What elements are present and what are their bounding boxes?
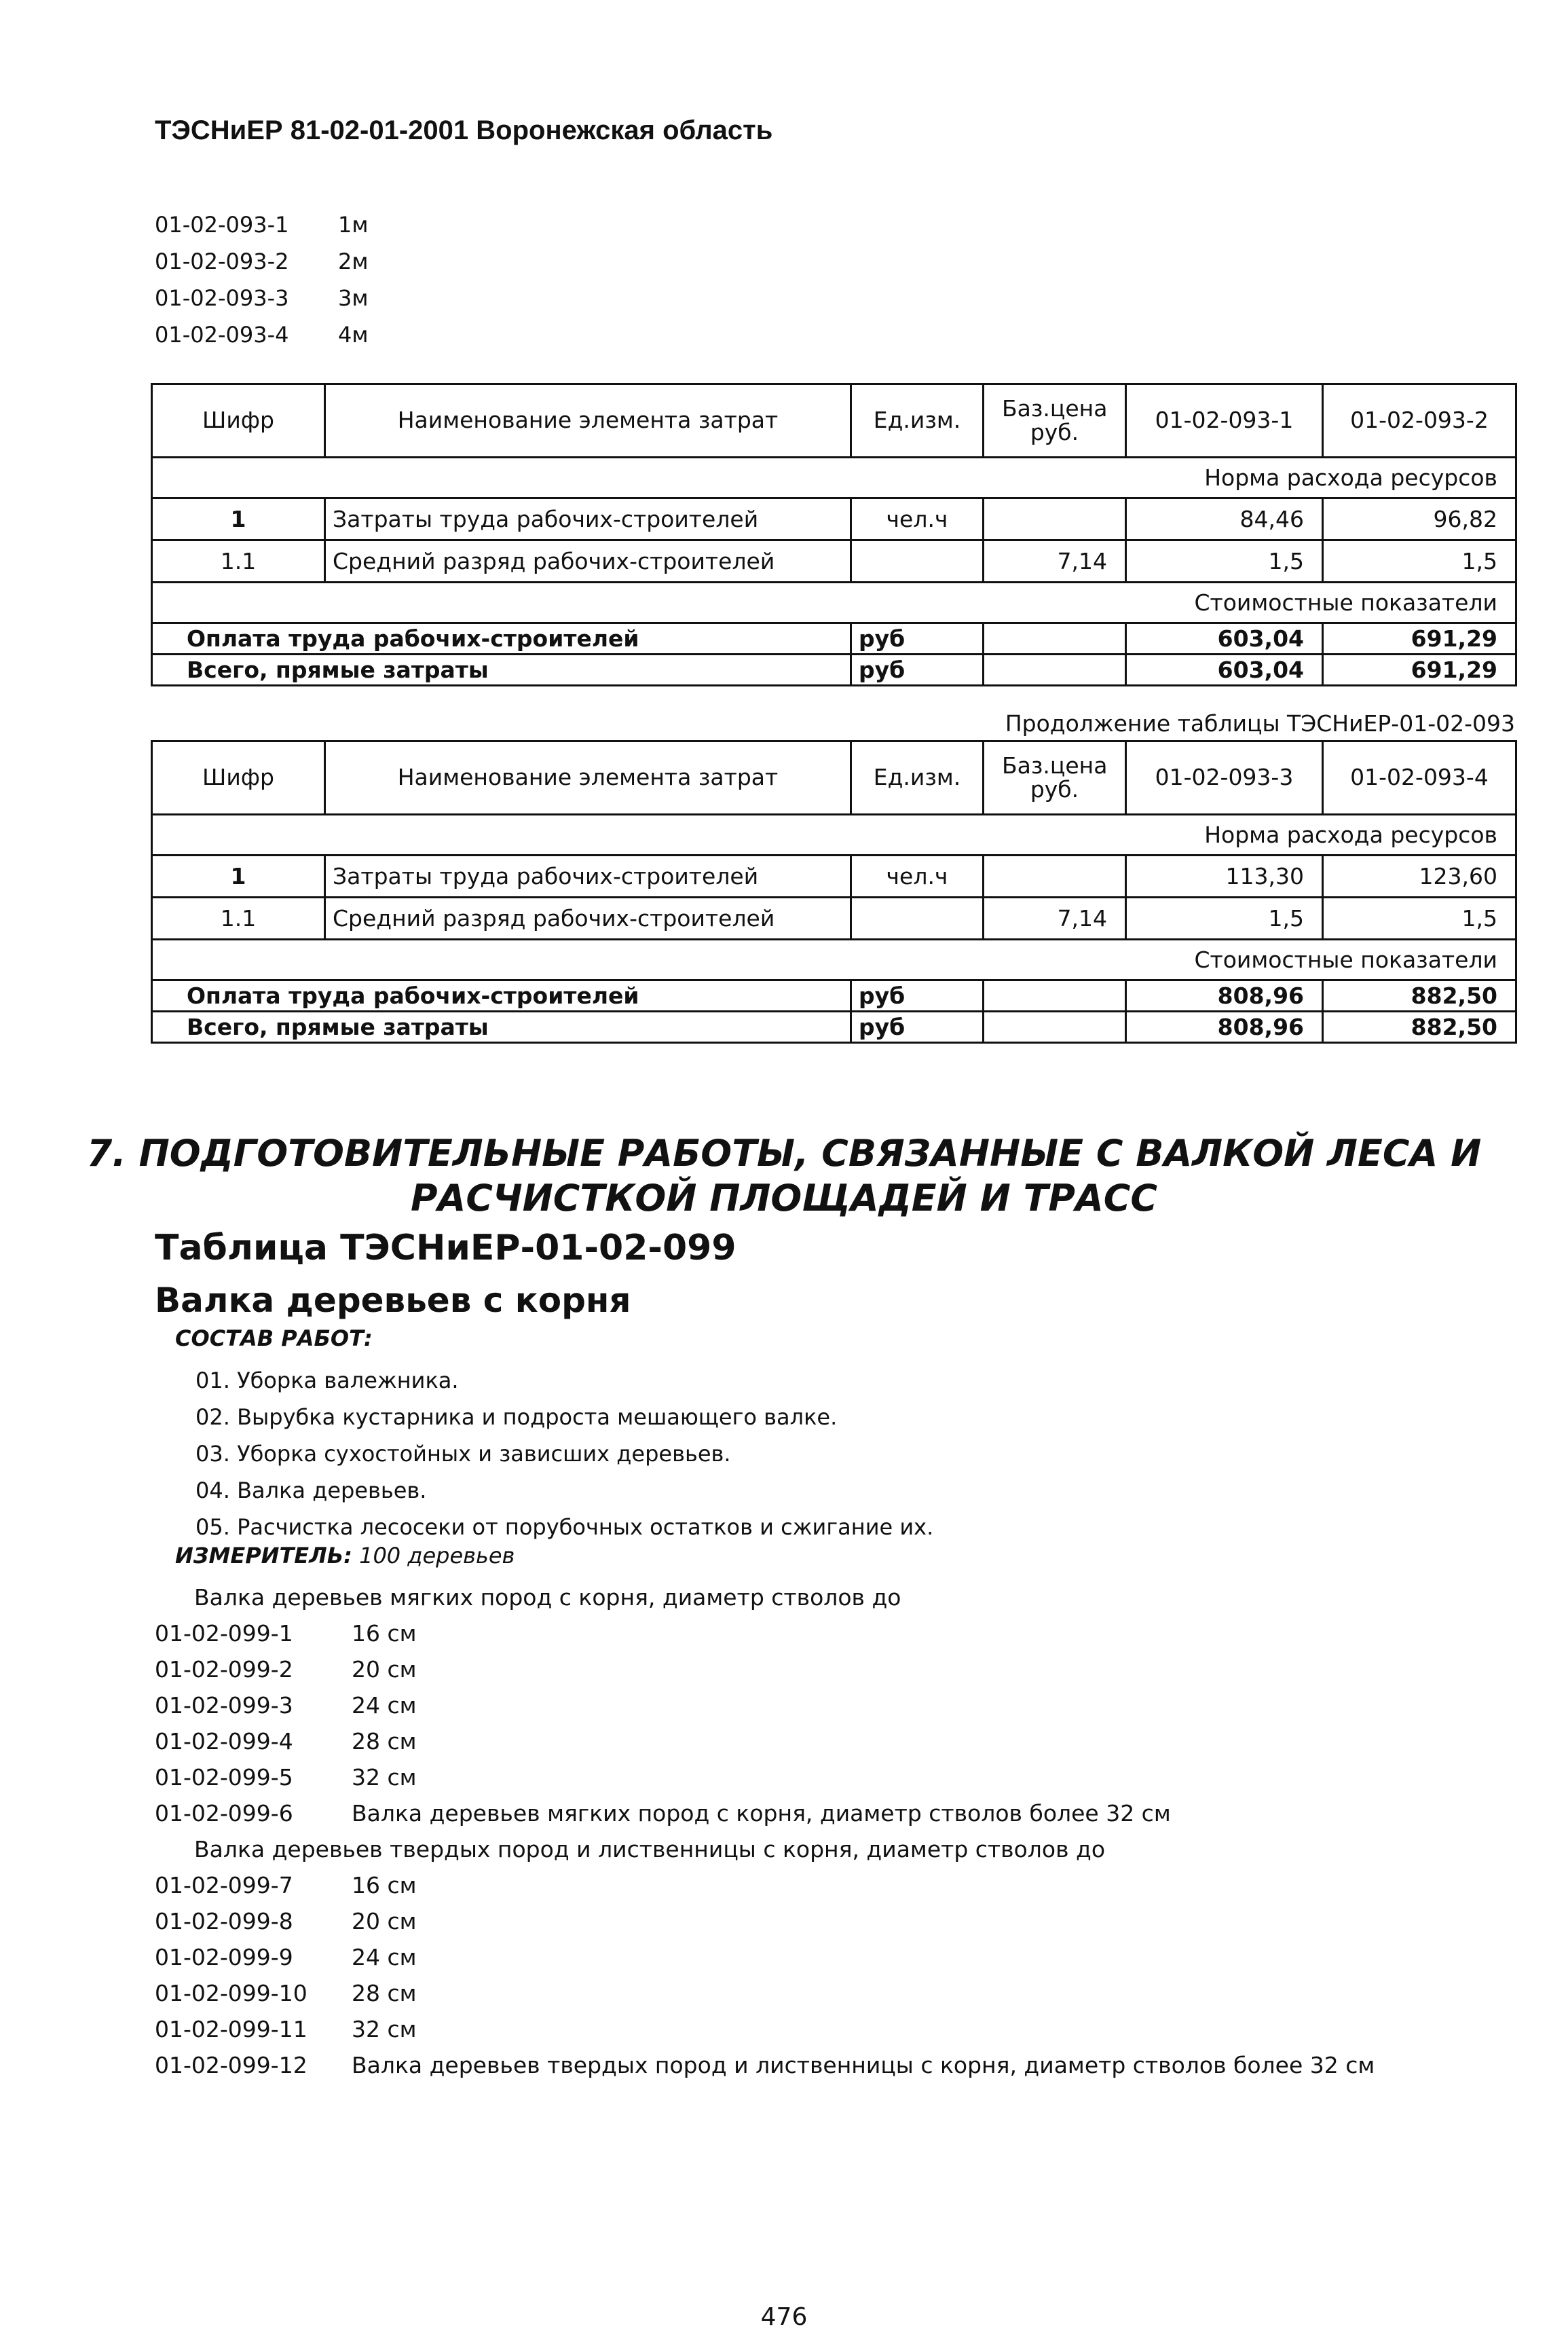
- table-title: Таблица ТЭСНиЕР-01-02-099: [155, 1228, 736, 1268]
- col-header-cipher: Шифр: [152, 384, 325, 458]
- list-item: 01-02-099-12 Валка деревьев твердых пород и лиственницы с корня, диаметр стволов более 32 см: [155, 2052, 1375, 2078]
- list-item: 01. Уборка валежника.: [195, 1368, 459, 1393]
- section-norms-label: Норма расхода ресурсов: [152, 458, 1516, 498]
- list-intro: Валка деревьев твердых пород и лиственницы с корня, диаметр стволов до: [194, 1836, 1106, 1862]
- section-cost-label: Стоимостные показатели: [152, 583, 1516, 623]
- continuation-label: Продолжение таблицы ТЭСНиЕР-01-02-093: [1005, 710, 1515, 737]
- list-item: 04. Валка деревьев.: [195, 1477, 427, 1503]
- running-header: ТЭСНиЕР 81-02-01-2001 Воронежская область: [155, 115, 773, 145]
- total-row: Оплата труда рабочих-строителей руб 808,96 882,50: [152, 980, 1516, 1012]
- col-header-variant-a: 01-02-093-3: [1126, 741, 1323, 815]
- col-header-base-price: Баз.цена руб.: [984, 741, 1126, 815]
- composition-list: [195, 1362, 933, 1545]
- table-row: 1.1 Средний разряд рабочих-строителей 7,14 1,5 1,5: [152, 540, 1516, 583]
- list-item: 01-02-099-5 32 см: [155, 1764, 417, 1791]
- col-header-unit: Ед.изм.: [851, 384, 984, 458]
- list-item: 01-02-099-9 24 см: [155, 1944, 417, 1970]
- table-subtitle: Валка деревьев с корня: [155, 1281, 631, 1320]
- table-header-row: [152, 384, 1516, 458]
- list-item: 01-02-099-2 20 см: [155, 1656, 417, 1683]
- soft-wood-list: [155, 1579, 1375, 2083]
- list-item: 01-02-093-1 1м: [155, 212, 369, 238]
- col-header-variant-b: 01-02-093-2: [1323, 384, 1516, 458]
- list-item: 01-02-093-3 3м: [155, 285, 369, 311]
- list-item: 05. Расчистка лесосеки от порубочных остатков и сжигание их.: [195, 1514, 934, 1540]
- section-row: [152, 458, 1516, 498]
- total-row: Оплата труда рабочих-строителей руб 603,04 691,29: [152, 623, 1516, 655]
- list-item: 01-02-099-3 24 см: [155, 1692, 417, 1719]
- section-row: [152, 583, 1516, 623]
- total-row: Всего, прямые затраты руб 603,04 691,29: [152, 655, 1516, 686]
- list-item: 01-02-099-4 28 см: [155, 1728, 417, 1755]
- section-norms-label: Норма расхода ресурсов: [152, 815, 1516, 856]
- list-item: 01-02-099-7 16 см: [155, 1872, 417, 1898]
- section-row: [152, 940, 1516, 980]
- measure-value: 100 деревьев: [359, 1543, 515, 1568]
- list-item: 02. Вырубка кустарника и подроста мешающего валке.: [195, 1404, 838, 1430]
- col-header-base-price: Баз.цена руб.: [984, 384, 1126, 458]
- variant-list-093: [155, 206, 369, 353]
- list-item: 01-02-099-10 28 см: [155, 1980, 417, 2006]
- measure-line: [175, 1543, 515, 1568]
- page-number: 476: [760, 2303, 808, 2331]
- table-row: 1.1 Средний разряд рабочих-строителей 7,14 1,5 1,5: [152, 898, 1516, 940]
- list-item: 01-02-093-4 4м: [155, 322, 369, 348]
- total-row: Всего, прямые затраты руб 808,96 882,50: [152, 1012, 1516, 1043]
- col-header-name: Наименование элемента затрат: [325, 384, 851, 458]
- list-item: 01-02-093-2 2м: [155, 249, 369, 274]
- section-row: [152, 815, 1516, 856]
- resource-table-2: [151, 740, 1517, 1044]
- list-item: 01-02-099-1 16 см: [155, 1620, 417, 1647]
- col-header-name: Наименование элемента затрат: [325, 741, 851, 815]
- resource-table-1: [151, 383, 1517, 686]
- section-title-line-2: РАСЧИСТКОЙ ПЛОЩАДЕЙ И ТРАСС: [410, 1177, 1158, 1219]
- measure-label: ИЗМЕРИТЕЛЬ:: [175, 1543, 352, 1568]
- table-row: 1 Затраты труда рабочих-строителей чел.ч 113,30 123,60: [152, 856, 1516, 898]
- list-item: 01-02-099-11 32 см: [155, 2016, 417, 2042]
- col-header-cipher: Шифр: [152, 741, 325, 815]
- section-cost-label: Стоимостные показатели: [152, 940, 1516, 980]
- list-item: 01-02-099-6 Валка деревьев мягких пород с корня, диаметр стволов более 32 см: [155, 1800, 1171, 1827]
- col-header-variant-a: 01-02-093-1: [1126, 384, 1323, 458]
- table-header-row: [152, 741, 1516, 815]
- table-row: 1 Затраты труда рабочих-строителей чел.ч 84,46 96,82: [152, 498, 1516, 540]
- section-title-line-1: 7. ПОДГОТОВИТЕЛЬНЫЕ РАБОТЫ, СВЯЗАННЫЕ С ВАЛКОЙ ЛЕСА И: [86, 1132, 1482, 1175]
- list-intro: Валка деревьев мягких пород с корня, диаметр стволов до: [194, 1584, 901, 1611]
- composition-label: СОСТАВ РАБОТ:: [175, 1325, 373, 1351]
- col-header-unit: Ед.изм.: [851, 741, 984, 815]
- list-item: 03. Уборка сухостойных и зависших деревьев.: [195, 1441, 731, 1467]
- list-item: 01-02-099-8 20 см: [155, 1908, 417, 1934]
- col-header-variant-b: 01-02-093-4: [1323, 741, 1516, 815]
